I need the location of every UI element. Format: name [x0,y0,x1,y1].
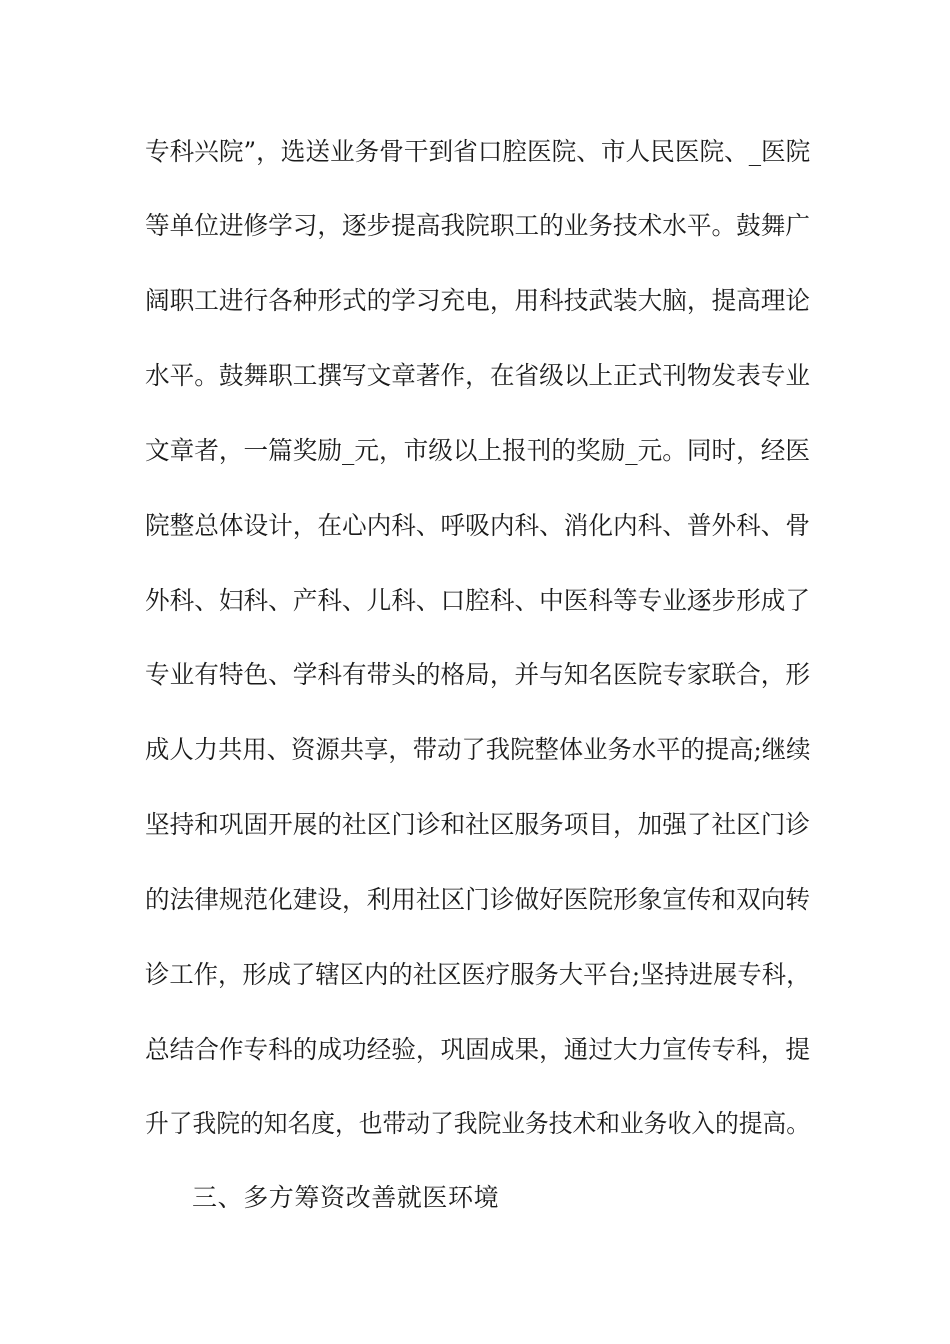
body-text-line: 阔职工进行各种形式的学习充电，用科技武装大脑，提高理论 [145,286,811,315]
body-text-line: 外科、妇科、产科、儿科、口腔科、中医科等专业逐步形成了 [145,586,811,615]
body-text-line: 诊工作，形成了辖区内的社区医疗服务大平台;坚持进展专科， [145,960,811,989]
body-text-line: 专科兴院”，选送业务骨干到省口腔医院、市人民医院、_医院 [145,137,811,166]
body-text-line: 总结合作专科的成功经验，巩固成果，通过大力宣传专科，提 [145,1035,811,1064]
body-text-line: 院整总体设计，在心内科、呼吸内科、消化内科、普外科、骨 [145,511,811,540]
body-text-line: 专业有特色、学科有带头的格局，并与知名医院专家联合，形 [145,660,811,689]
section-heading: 三、多方筹资改善就医环境 [192,1183,500,1212]
body-text-line: 文章者，一篇奖励_元，市级以上报刊的奖励_元。同时，经医 [145,436,811,465]
body-text-line: 水平。鼓舞职工撰写文章著作，在省级以上正式刊物发表专业 [145,361,811,390]
body-text-line: 坚持和巩固开展的社区门诊和社区服务项目，加强了社区门诊 [145,810,811,839]
body-text-line: 等单位进修学习，逐步提高我院职工的业务技术水平。鼓舞广 [145,211,811,240]
body-text-line: 的法律规范化建设，利用社区门诊做好医院形象宣传和双向转 [145,885,811,914]
body-text-line: 升了我院的知名度，也带动了我院业务技术和业务收入的提高。 [145,1109,811,1138]
body-text-line: 成人力共用、资源共享，带动了我院整体业务水平的提高;继续 [145,735,811,764]
